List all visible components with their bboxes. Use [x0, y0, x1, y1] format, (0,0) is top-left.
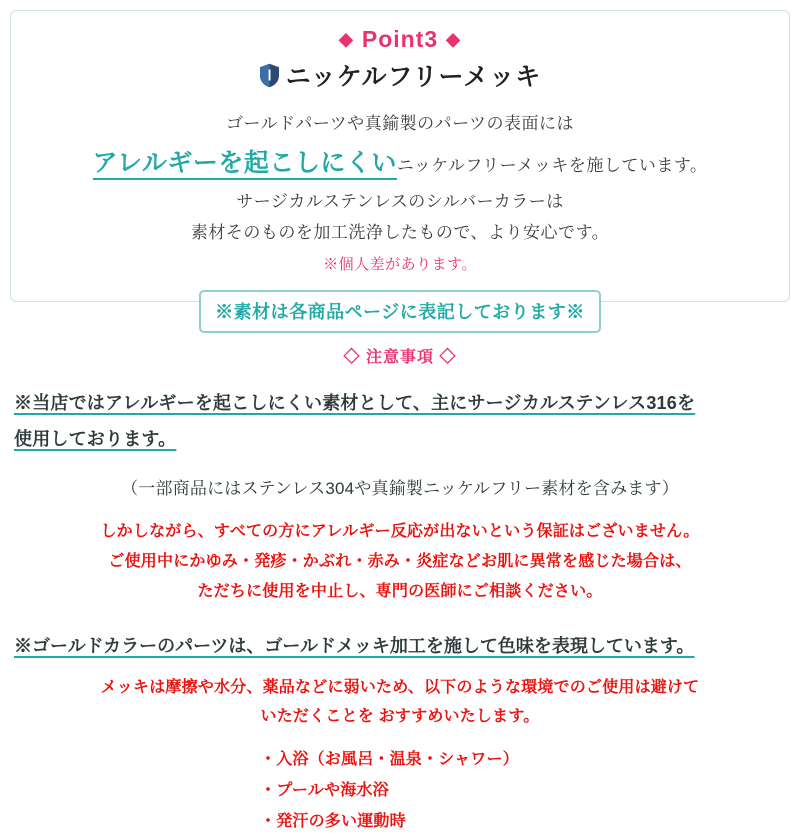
page-root: [0, 10, 800, 831]
caution-red-line-1: しかしながら、すべての方にアレルギー反応が出ないという保証はございません。: [100, 523, 700, 541]
point-label: Point3: [361, 26, 439, 52]
diamond-left-icon: ◆: [339, 29, 354, 49]
point-heading: [25, 27, 775, 52]
panel-emphasis-line: [25, 140, 775, 188]
caution-main-statement: [8, 389, 792, 454]
shield-icon: [259, 63, 280, 95]
panel-emphasis-rest: ニッケルフリーメッキを施しています。: [396, 155, 708, 175]
caution-plating-warning: [8, 674, 792, 732]
caution-red-line-3: ただちに使用を中止し、専門の医師にご相談ください。: [197, 582, 603, 600]
caution-section: [0, 302, 800, 837]
caution-gold-line: ※ゴールドカラーのパーツは、ゴールドメッキ加工を施して色味を表現しています。: [14, 636, 695, 657]
panel-line-2: サージカルステンレスのシルバーカラーは: [236, 192, 564, 212]
caution-red-line-2: ご使用中にかゆみ・発疹・かぶれ・赤み・炎症などお肌に異常を感じた場合は、: [108, 552, 692, 570]
panel-individual-note: ※個人差があります。: [323, 255, 477, 273]
point-title-text: ニッケルフリーメッキ: [285, 63, 542, 92]
panel-emphasis-strong: アレルギーを起こしにくい: [93, 149, 397, 180]
caution-main-line-1: ※当店ではアレルギーを起こしにくい素材として、主にサージカルステンレス316を: [14, 393, 696, 413]
panel-line-1: ゴールドパーツや真鍮製のパーツの表面には: [226, 114, 574, 134]
list-item: ・発汗の多い運動時: [260, 813, 406, 831]
caution-warn-line-1: メッキは摩擦や水分、薬品などに弱いため、以下のような環境でのご使用は避けて: [100, 679, 700, 697]
list-item: ・入浴（お風呂・温泉・シャワー）: [260, 750, 519, 768]
caution-warn-line-2: いただくことを おすすめいたします。: [260, 707, 540, 725]
caution-sub-note: （一部商品にはステンレス304や真鍮製ニッケルフリー素材を含みます）: [121, 479, 679, 499]
caution-main-line-2: 使用しております。: [14, 428, 177, 449]
caution-heading: ◇ 注意事項 ◇: [343, 349, 457, 366]
list-item: ・プールや海水浴: [260, 781, 389, 799]
point-panel: [10, 10, 790, 323]
caution-red-warning: [8, 517, 792, 606]
caution-gold-statement: [8, 632, 792, 658]
diamond-right-icon: ◆: [446, 29, 461, 49]
material-badge: ※素材は各商品ページに表記しております※: [199, 290, 601, 333]
caution-bullet-list: [8, 744, 792, 837]
panel-line-3: 素材そのものを加工洗浄したもので、より安心です。: [190, 222, 610, 242]
point-title: [25, 62, 775, 95]
